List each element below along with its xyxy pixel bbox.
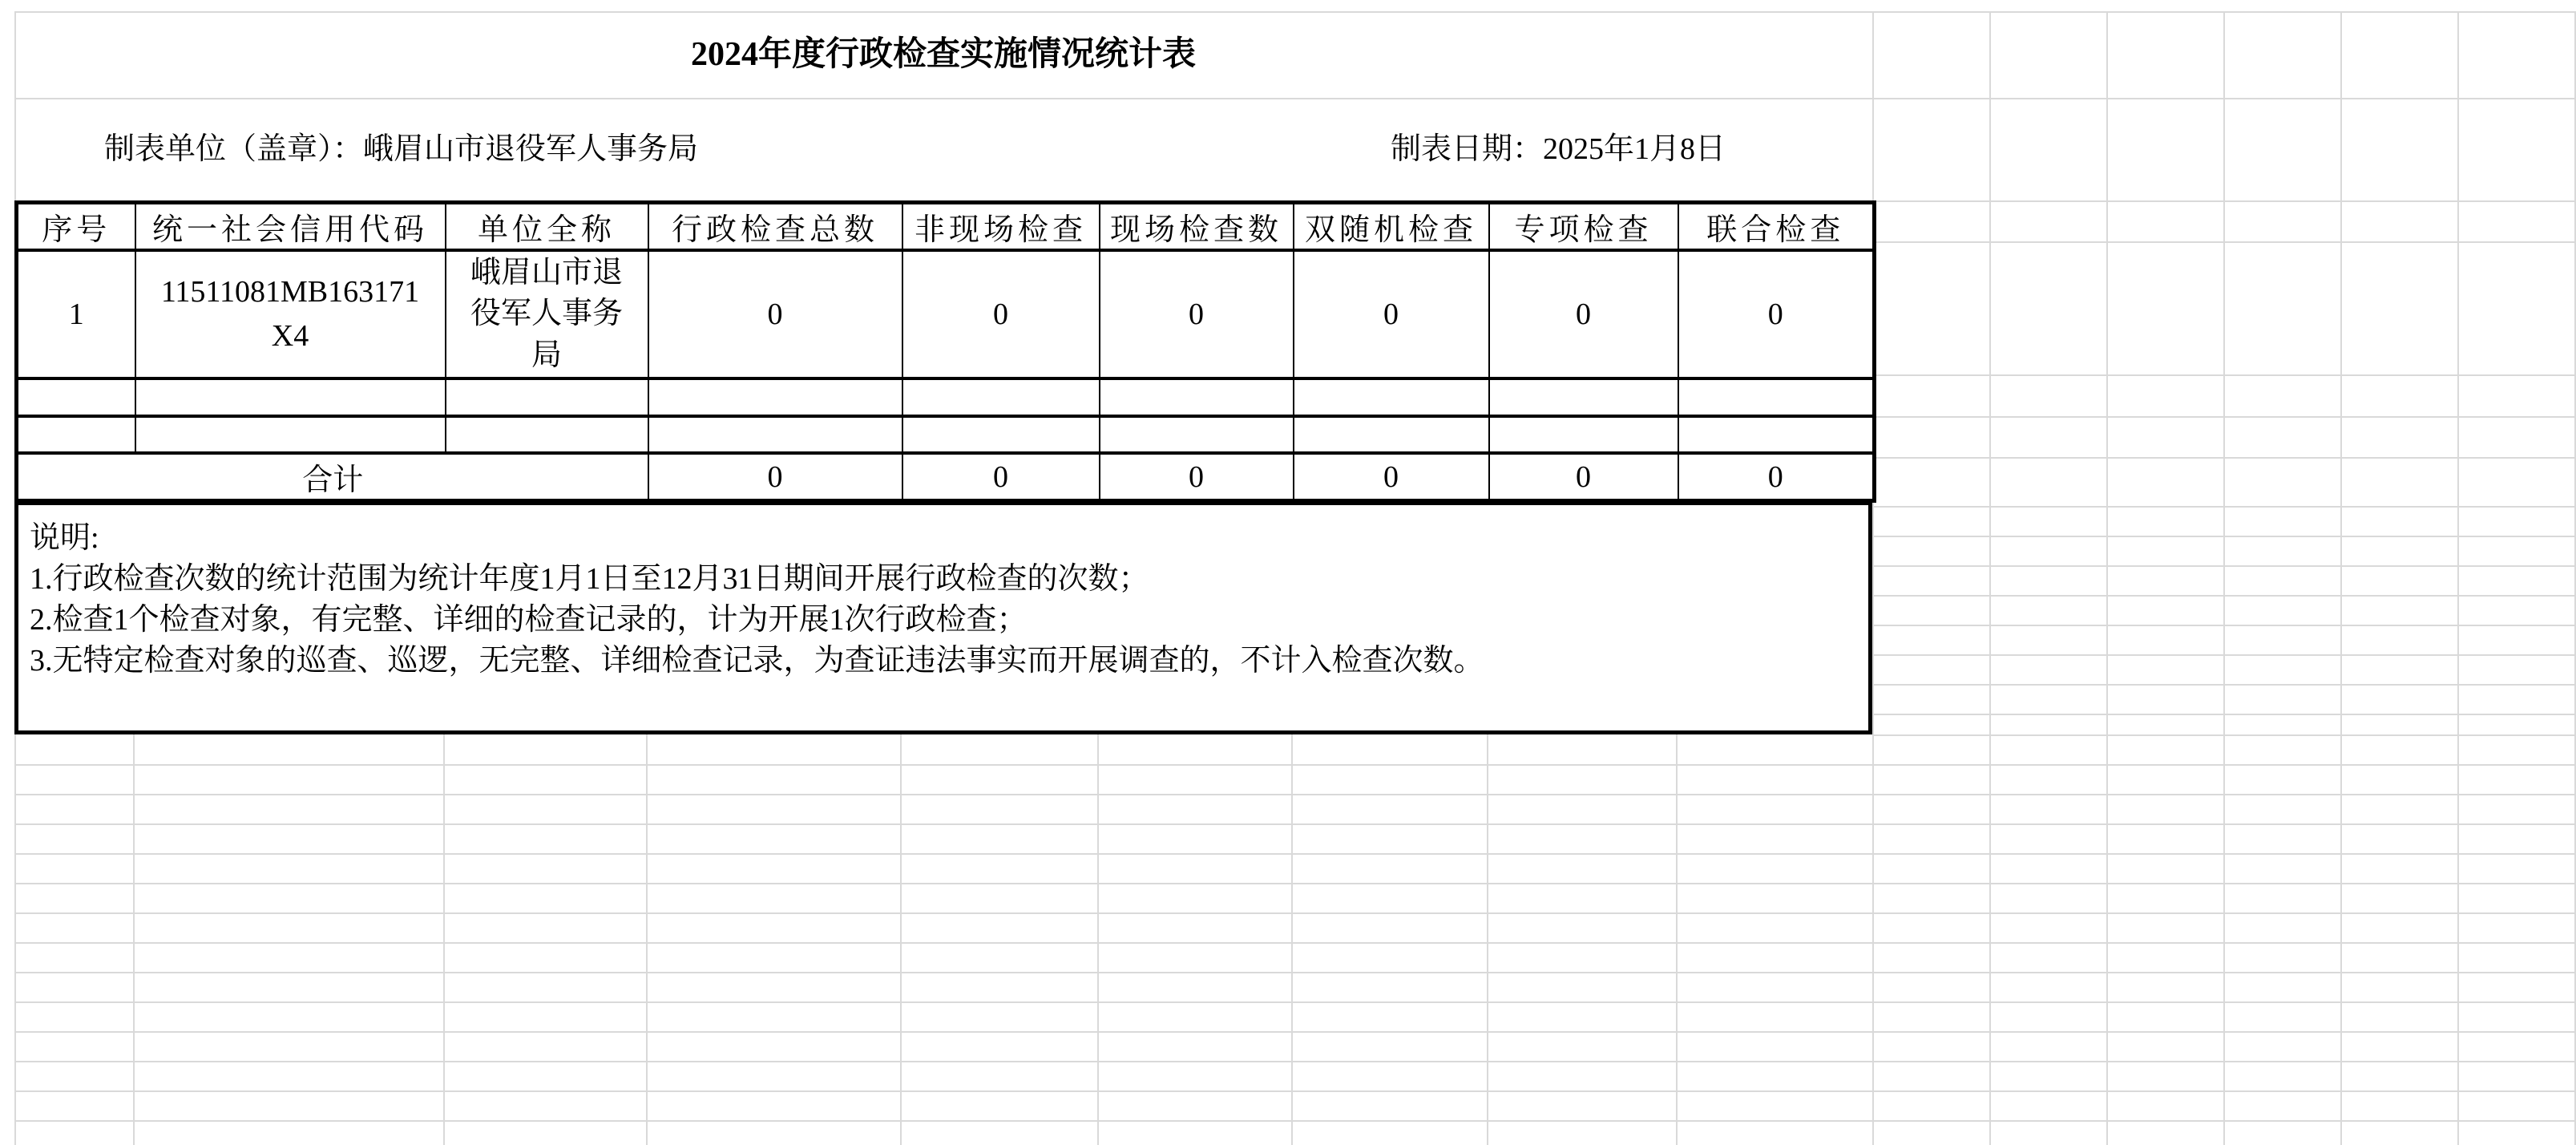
gridline xyxy=(1989,11,1991,1145)
gridline xyxy=(14,853,2576,855)
total-label-cell: 合计 xyxy=(17,453,648,501)
cell-total-inspections xyxy=(648,416,902,453)
cell-joint xyxy=(1678,416,1875,453)
col-header-credit-code: 统一社会信用代码 xyxy=(135,203,446,251)
cell-credit-code xyxy=(135,416,446,453)
cell-total-inspections: 0 xyxy=(648,250,902,378)
credit-code-text: 11511081MB163171X4 xyxy=(160,274,420,353)
gridline xyxy=(646,734,648,1145)
cell-joint xyxy=(1678,378,1875,416)
page-title: 2024年度行政检查实施情况统计表 xyxy=(690,36,1196,73)
cell-credit-code xyxy=(135,378,446,416)
note-item-3: 3.无特定检查对象的巡查、巡逻，无完整、详细检查记录，为查证违法事实而开展调查的，不计入检查次数。 xyxy=(30,644,1484,678)
cell-unit-name xyxy=(446,416,648,453)
gridline xyxy=(443,734,445,1145)
col-header-onsite: 现场检查数 xyxy=(1100,203,1294,251)
cell-seq xyxy=(17,378,135,416)
col-header-offsite: 非现场检查 xyxy=(902,203,1100,251)
cell-unit-name xyxy=(446,250,648,378)
note-item-1: 1.行政检查次数的统计范围为统计年度1月1日至12月31日期间开展行政检查的次数； xyxy=(30,562,1149,596)
col-header-double-random: 双随机检查 xyxy=(1294,203,1489,251)
cell-offsite: 0 xyxy=(902,250,1100,378)
gridline xyxy=(14,883,2576,884)
cell-unit-name xyxy=(446,378,648,416)
cell-onsite: 0 xyxy=(1100,250,1294,378)
gridline xyxy=(2457,11,2459,1145)
cell-double-random: 0 xyxy=(1294,250,1489,378)
total-joint: 0 xyxy=(1678,453,1875,501)
total-special: 0 xyxy=(1489,453,1678,501)
cell-double-random xyxy=(1294,378,1489,416)
gridline xyxy=(1676,734,1678,1145)
notes-heading: 说明: xyxy=(30,521,99,555)
col-header-special: 专项检查 xyxy=(1489,203,1678,251)
cell-joint: 0 xyxy=(1678,250,1875,378)
cell-offsite xyxy=(902,416,1100,453)
cell-double-random xyxy=(1294,416,1489,453)
gridline xyxy=(14,1001,2576,1003)
gridline xyxy=(14,794,2576,795)
table-row xyxy=(17,250,1875,378)
gridline xyxy=(1291,734,1293,1145)
gridline xyxy=(133,734,135,1145)
gridline xyxy=(14,942,2576,944)
table-header-row xyxy=(17,203,1875,251)
col-header-total-inspections: 行政检查总数 xyxy=(648,203,902,251)
cell-credit-code xyxy=(135,250,446,378)
gridline xyxy=(14,1090,2576,1092)
notes-box xyxy=(14,502,1872,734)
total-onsite: 0 xyxy=(1100,453,1294,501)
gridline xyxy=(1097,734,1099,1145)
gridline xyxy=(14,764,2576,766)
unit-name-text: 峨眉山市退役军人事务局 xyxy=(470,256,623,372)
table-row xyxy=(17,416,1875,453)
gridline xyxy=(14,912,2576,914)
report-date-label: 制表日期：2025年1月8日 xyxy=(1391,132,1726,166)
gridline xyxy=(2340,11,2342,1145)
cell-special: 0 xyxy=(1489,250,1678,378)
col-header-seq: 序号 xyxy=(17,203,135,251)
gridline xyxy=(900,734,902,1145)
issuing-unit-label: 制表单位（盖章）：峨眉山市退役军人事务局 xyxy=(104,132,699,166)
cell-seq xyxy=(17,416,135,453)
cell-total-inspections xyxy=(648,378,902,416)
cell-seq: 1 xyxy=(17,250,135,378)
gridline xyxy=(2223,11,2225,1145)
gridline xyxy=(14,1061,2576,1062)
col-header-joint: 联合检查 xyxy=(1678,203,1875,251)
cell-offsite xyxy=(902,378,1100,416)
gridline xyxy=(2106,11,2108,1145)
col-header-unit-name: 单位全称 xyxy=(446,203,648,251)
gridline xyxy=(14,823,2576,825)
note-item-2: 2.检查1个检查对象，有完整、详细的检查记录的，计为开展1次行政检查； xyxy=(30,603,1028,637)
gridline xyxy=(1487,734,1488,1145)
gridline xyxy=(14,1120,2576,1122)
total-offsite: 0 xyxy=(902,453,1100,501)
inspection-stats-table xyxy=(14,200,1876,503)
total-total-inspections: 0 xyxy=(648,453,902,501)
cell-special xyxy=(1489,416,1678,453)
cell-onsite xyxy=(1100,416,1294,453)
gridline xyxy=(1872,11,1874,1145)
gridline xyxy=(14,972,2576,973)
cell-special xyxy=(1489,378,1678,416)
table-row xyxy=(17,378,1875,416)
gridline xyxy=(14,1031,2576,1033)
total-double-random: 0 xyxy=(1294,453,1489,501)
table-total-row xyxy=(17,453,1875,501)
cell-onsite xyxy=(1100,378,1294,416)
